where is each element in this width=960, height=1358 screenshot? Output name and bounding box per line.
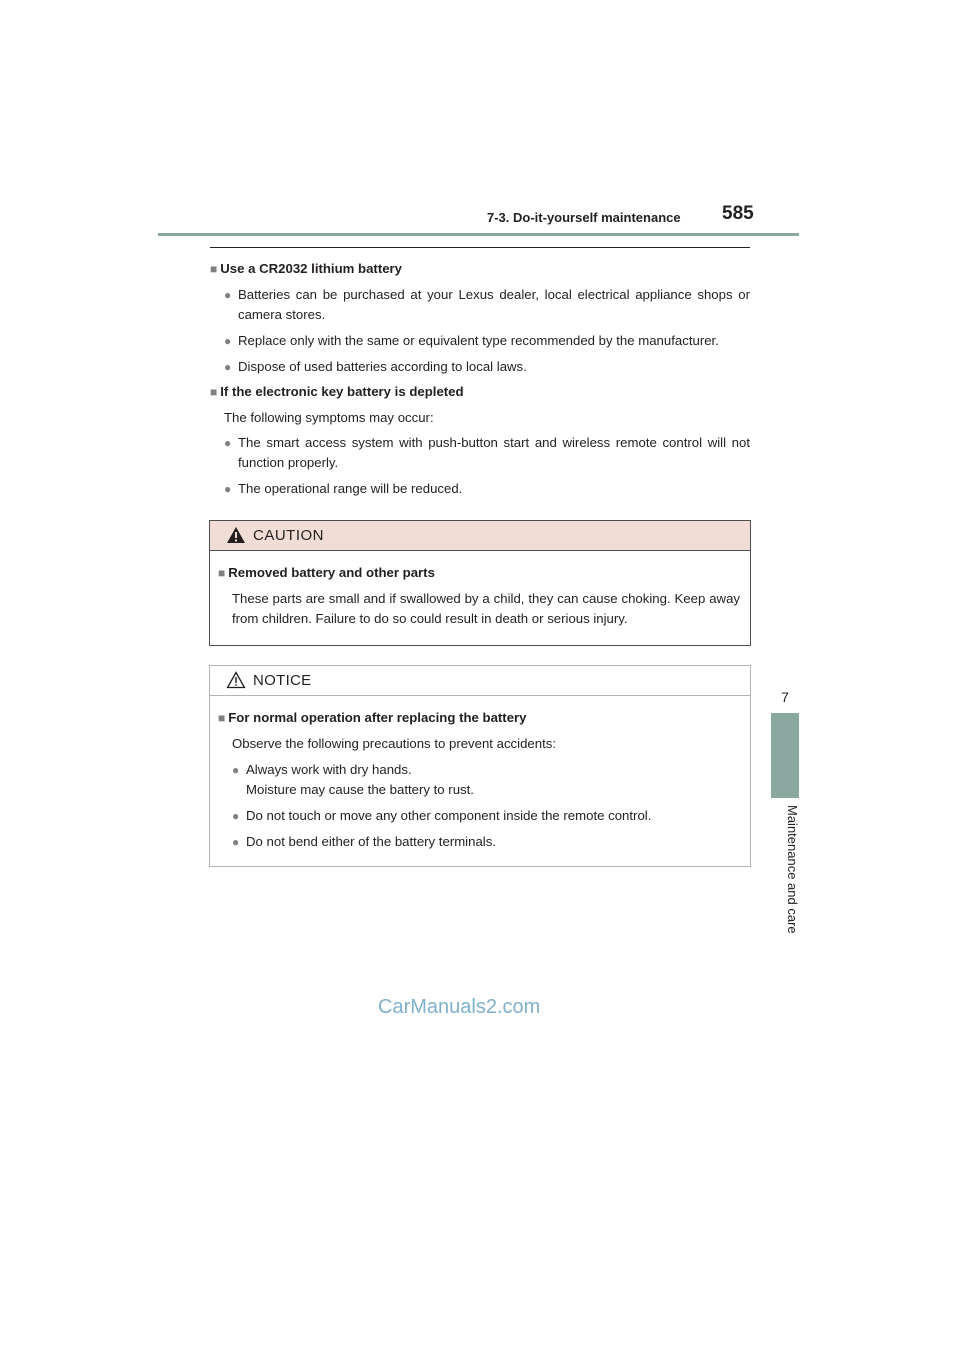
- square-bullet-icon: ■: [218, 566, 226, 580]
- list-item: ● Do not touch or move any other component inside the remote control.: [218, 806, 740, 826]
- side-tab: [771, 713, 799, 798]
- notice-heading: ■ For normal operation after replacing the battery: [218, 710, 527, 725]
- section-intro: The following symptoms may occur:: [224, 410, 434, 425]
- caution-title: CAUTION: [253, 527, 324, 544]
- section-heading: ■ If the electronic key battery is depleted: [210, 384, 464, 399]
- side-tab-label: Maintenance and care: [785, 805, 800, 934]
- round-bullet-icon: ●: [232, 809, 240, 823]
- caution-text: These parts are small and if swallowed by a child, they can cause choking. Keep away from children. Failure to do so could result in death or serious injury.: [232, 591, 740, 626]
- section-depleted-battery: [210, 382, 750, 428]
- caution-body: [218, 563, 740, 629]
- list-item: ● The operational range will be reduced.: [210, 479, 750, 499]
- page-number: 585: [722, 203, 754, 224]
- notice-header: [210, 666, 750, 696]
- notice-title: NOTICE: [253, 672, 312, 689]
- warning-triangle-icon: [226, 526, 246, 544]
- notice-body: [218, 708, 740, 852]
- square-bullet-icon: ■: [218, 711, 226, 725]
- round-bullet-icon: ●: [224, 288, 232, 302]
- list-item: ● The smart access system with push-button start and wireless remote control will not function properly.: [224, 435, 750, 470]
- round-bullet-icon: ●: [224, 436, 232, 450]
- list-item: ● Dispose of used batteries according to local laws.: [210, 357, 750, 377]
- header-rule: [158, 233, 799, 236]
- notice-intro: Observe the following precautions to prevent accidents:: [232, 736, 557, 751]
- side-tab-number: 7: [781, 689, 789, 705]
- square-bullet-icon: ■: [210, 385, 218, 399]
- list-item: ● Batteries can be purchased at your Lexus dealer, local electrical appliance shops or camera stores.: [224, 287, 750, 322]
- bullet-list: [210, 433, 750, 499]
- round-bullet-icon: ●: [224, 482, 232, 496]
- caution-header: [210, 521, 750, 551]
- header-section-title: 7-3. Do-it-yourself maintenance: [487, 210, 681, 225]
- list-item: ● Do not bend either of the battery terminals.: [218, 832, 740, 852]
- notice-box: [209, 665, 751, 867]
- round-bullet-icon: ●: [232, 763, 240, 777]
- round-bullet-icon: ●: [232, 835, 240, 849]
- round-bullet-icon: ●: [224, 334, 232, 348]
- square-bullet-icon: ■: [210, 262, 218, 276]
- list-item: ● Always work with dry hands. Moisture may cause the battery to rust.: [232, 762, 474, 797]
- caution-box: [209, 520, 751, 646]
- section-battery-type: [210, 259, 750, 279]
- list-item: ● Replace only with the same or equivalent type recommended by the manufacturer.: [210, 331, 750, 351]
- section-heading: ■ Use a CR2032 lithium battery: [210, 261, 403, 276]
- warning-triangle-outline-icon: [226, 671, 246, 689]
- content-rule: [210, 247, 750, 248]
- round-bullet-icon: ●: [224, 360, 232, 374]
- watermark: CarManuals2.com: [378, 996, 541, 1018]
- bullet-list: [210, 285, 750, 377]
- caution-heading: ■ Removed battery and other parts: [218, 565, 435, 580]
